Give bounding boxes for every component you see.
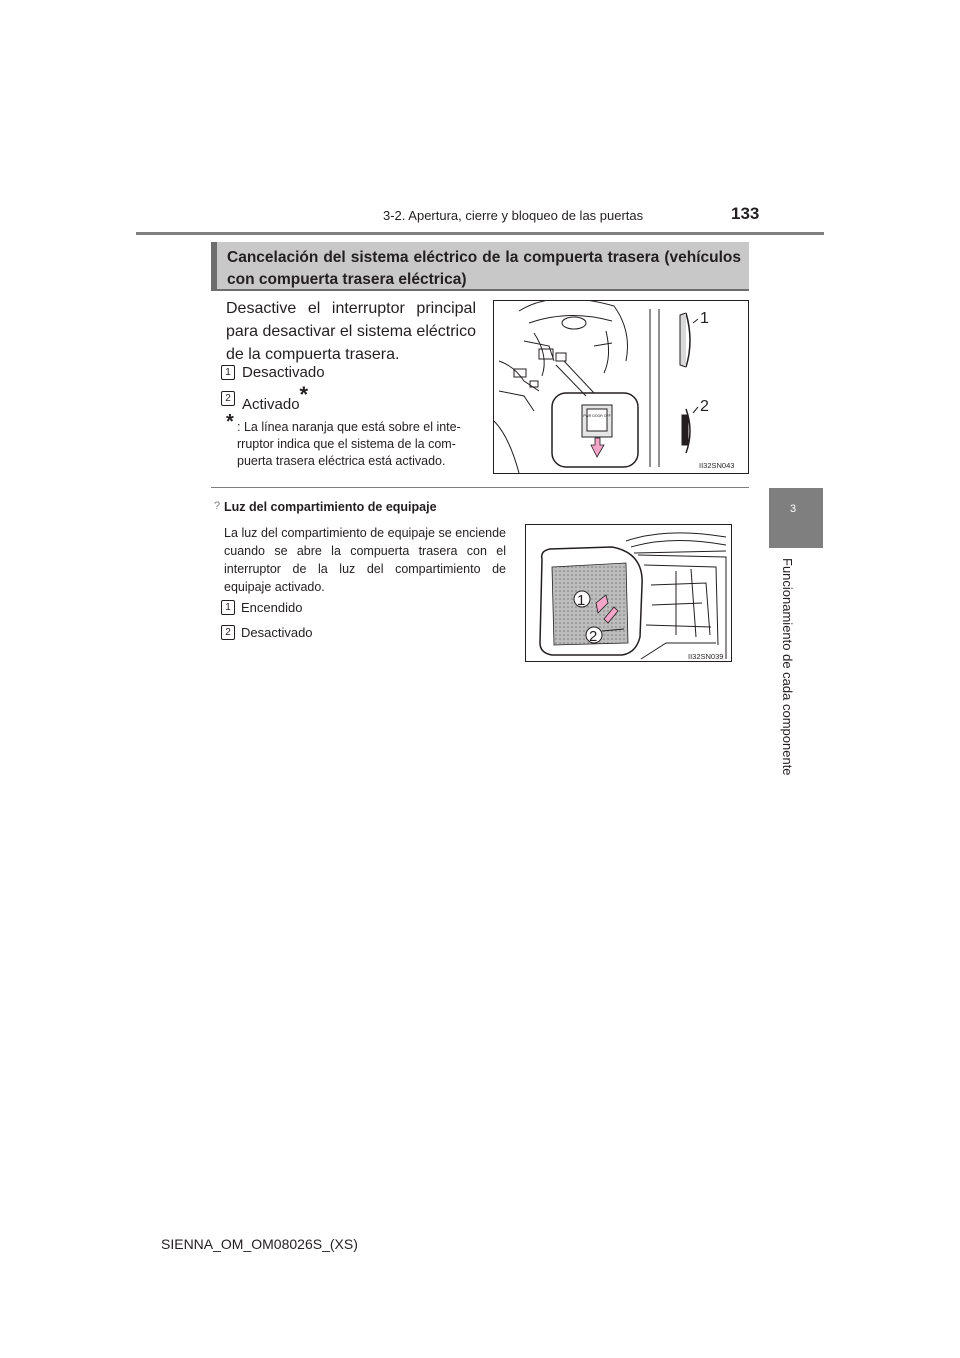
section-title: Cancelación del sistema eléctrico de la compuerta trasera (vehículos con compuerta trasera eléctrica) <box>211 242 749 290</box>
figure-callout-2: 2 <box>700 398 709 415</box>
item-number-badge: 2 <box>221 625 235 640</box>
chapter-side-label: Funcionamiento de cada componente <box>780 558 795 776</box>
item-label-activado <box>242 382 309 415</box>
page-number: 133 <box>731 204 760 223</box>
figure-callout-2: 2 <box>589 628 598 645</box>
item-number-badge: 2 <box>221 391 235 406</box>
figure-code: II32SN043 <box>699 461 735 470</box>
chapter-tab <box>769 488 823 548</box>
item-label-desactivado: Desactivado <box>242 364 325 381</box>
item-label-desactivado-luz: Desactivado <box>241 625 313 640</box>
luggage-light-description: La luz del compartimiento de equipaje se enciende cuando se abre la compuerta trasera con el interruptor de la luz del compartimiento de equipaje activado. <box>224 526 506 594</box>
luggage-illustration <box>526 525 731 661</box>
footnote: : La línea naranja que está sobre el inte- rruptor indica que el sistema de la com- puerta trasera eléctrica está activado. <box>237 420 461 468</box>
switch-illustration <box>494 301 748 473</box>
item-label-encendido: Encendido <box>241 600 303 615</box>
item-number-badge: 1 <box>221 365 235 380</box>
item-number-badge: 1 <box>221 600 235 615</box>
asterisk-icon: * <box>299 382 309 407</box>
figure-code: II32SN039 <box>688 652 724 661</box>
header-rule <box>136 232 824 235</box>
chapter-number: 3 <box>790 503 797 515</box>
press-arrow-icon <box>591 438 604 457</box>
figure-callout-1: 1 <box>700 310 709 327</box>
figure-callout-1: 1 <box>577 592 586 609</box>
footer-doc-id: SIENNA_OM_OM08026S_(XS) <box>161 1236 358 1252</box>
section-intro: Desactive el interruptor principal para desactivar el sistema eléctrico de la compuerta trasera. <box>226 300 476 363</box>
bullet-icon: ? <box>214 500 221 512</box>
header-title: 3-2. Apertura, cierre y bloqueo de las puertas <box>383 208 644 223</box>
subheading-luggage-light: Luz del compartimiento de equipaje <box>224 500 437 514</box>
note-asterisk-icon: * <box>226 411 234 433</box>
figure-power-door-switch <box>493 300 749 474</box>
section-divider <box>211 487 749 488</box>
section-title-rule <box>211 289 749 291</box>
switch-label: PWR DOOR OFF <box>583 414 611 418</box>
figure-luggage-light-switch <box>525 524 732 662</box>
item-label-text: Activado <box>242 396 300 413</box>
